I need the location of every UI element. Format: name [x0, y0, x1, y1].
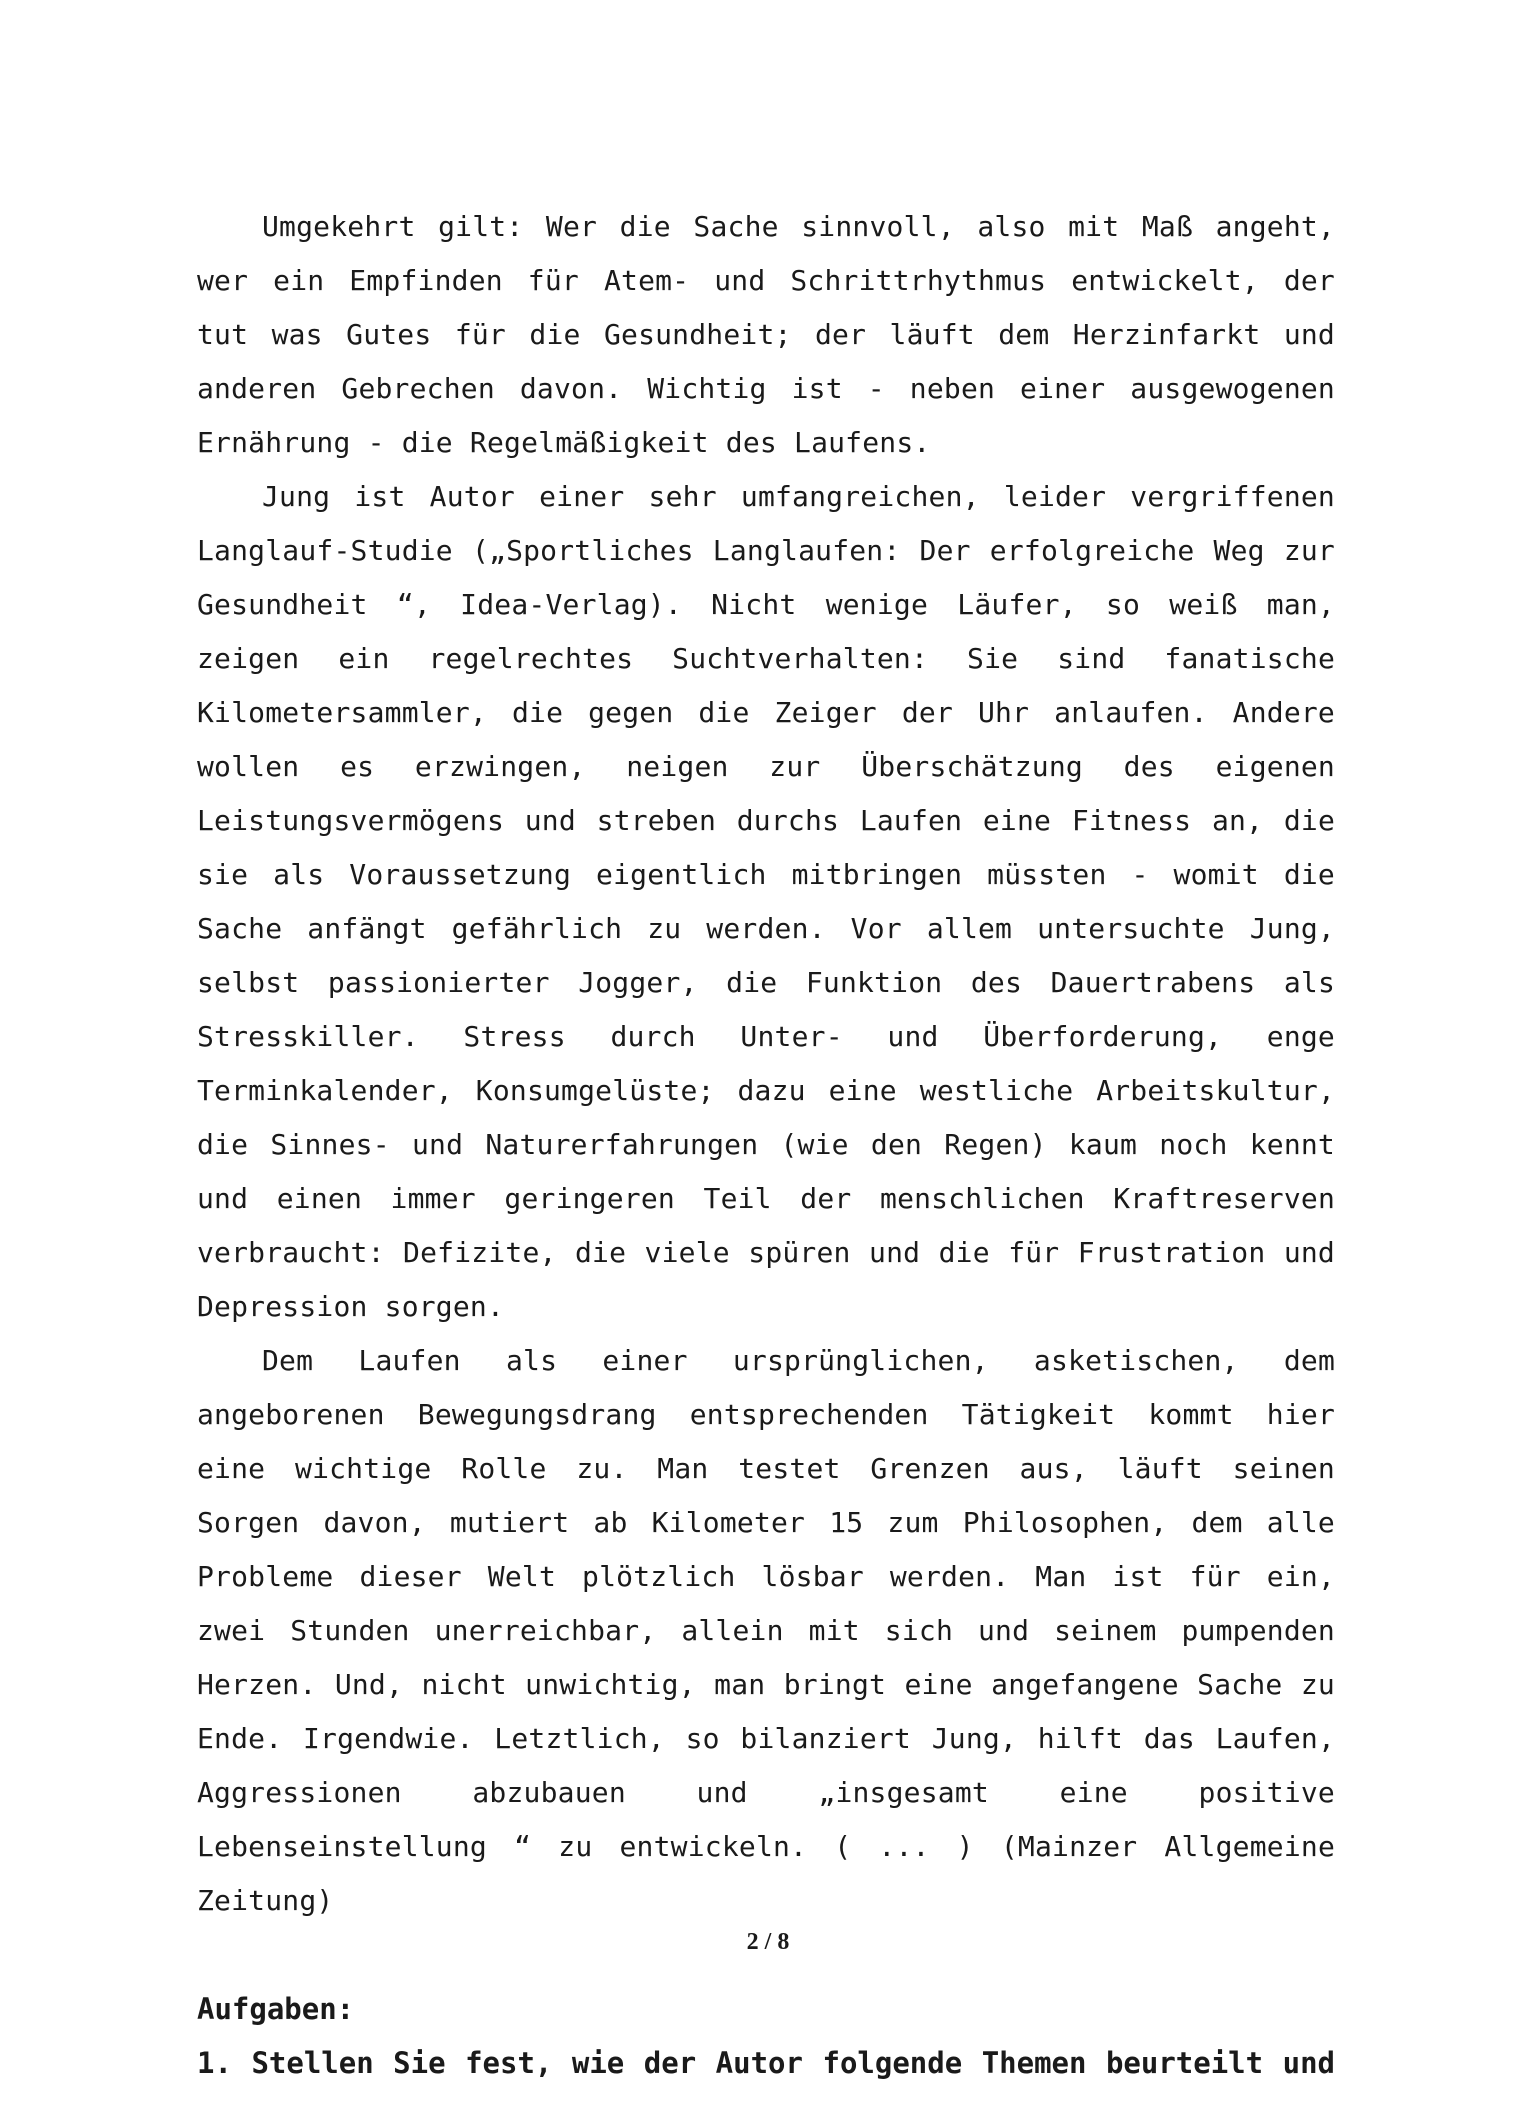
page-content — [197, 200, 1335, 2090]
paragraph-2: Jung ist Autor einer sehr umfangreichen, leider vergriffenen Langlauf-Studie („Sportliches Langlaufen: Der erfolgreiche Weg zur Gesundheit “, Idea-Verlag). Nicht wenige Läufer, so weiß man, zeigen ein regelrechtes Suchtverhalten: Sie sind fanatische Kilometersammler, die gegen die Zeiger der Uhr anlaufen. Andere wollen es erzwingen, neigen zur Überschätzung des eigenen Leistungsvermögens und streben durchs Laufen eine Fitness an, die sie als Voraussetzung eigentlich mitbringen müssten - womit die Sache anfängt gefährlich zu werden. Vor allem untersuchte Jung, selbst passionierter Jogger, die Funktion des Dauertrabens als Stresskiller. Stress durch Unter- und Überforderung, enge Terminkalender, Konsumgelüste; dazu eine westliche Arbeitskultur, die Sinnes- und Naturerfahrungen (wie den Regen) kaum noch kennt und einen immer geringeren Teil der menschlichen Kraftreserven verbraucht: Defizite, die viele spüren und die für Frustration und Depression sorgen. — [197, 480, 1335, 1323]
paragraph-3: Dem Laufen als einer ursprünglichen, asketischen, dem angeborenen Bewegungsdrang entsprechenden Tätigkeit kommt hier eine wichtige Rolle zu. Man testet Grenzen aus, läuft seinen Sorgen davon, mutiert ab Kilometer 15 zum Philosophen, dem alle Probleme dieser Welt plötzlich lösbar werden. Man ist für ein, zwei Stunden unerreichbar, allein mit sich und seinem pumpenden Herzen. Und, nicht unwichtig, man bringt eine angefangene Sache zu Ende. Irgendwie. Letztlich, so bilanziert Jung, hilft das Laufen, Aggressionen abzubauen und „insgesamt eine positive Lebenseinstellung “ zu entwickeln. ( ... ) (Mainzer Allgemeine Zeitung) — [197, 1344, 1335, 1917]
tasks-heading: Aufgaben: — [197, 1992, 355, 2026]
page-number: 2 / 8 — [746, 1929, 790, 1955]
paragraph-1: Umgekehrt gilt: Wer die Sache sinnvoll, also mit Maß angeht, wer ein Empfinden für Atem- und Schrittrhythmus entwickelt, der tut was Gutes für die Gesundheit; der läuft dem Herzinfarkt und anderen Gebrechen davon. Wichtig ist - neben einer ausgewogenen Ernährung - die Regelmäßigkeit des Laufens. — [197, 210, 1335, 459]
task-item-1: 1. Stellen Sie fest, wie der Autor folgende Themen beurteilt und — [197, 2046, 1335, 2080]
